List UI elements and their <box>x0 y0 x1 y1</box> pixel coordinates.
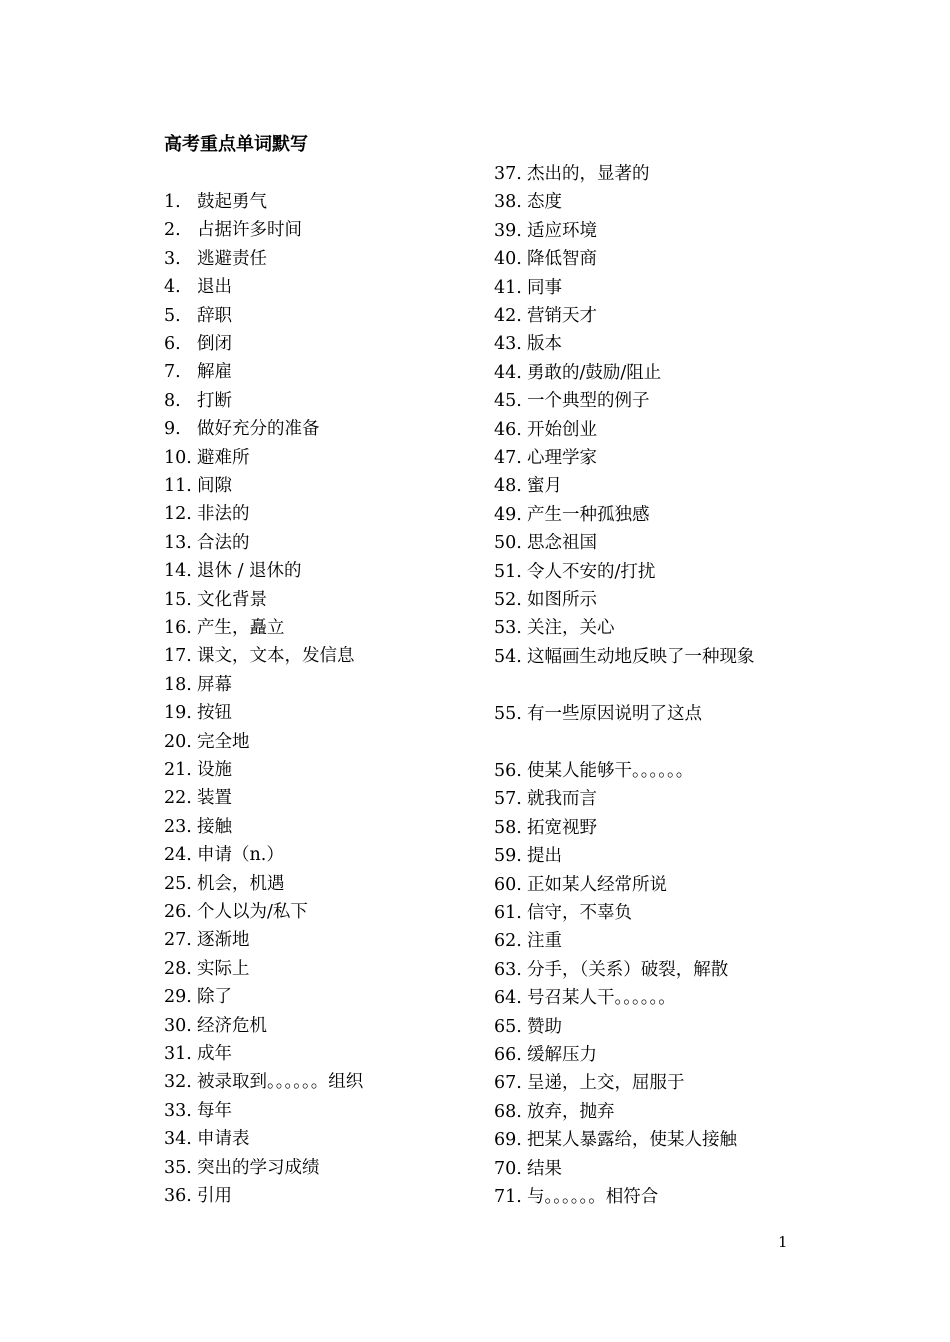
item-text: 退出 <box>197 277 232 298</box>
list-item <box>494 219 597 243</box>
list-item <box>164 900 308 924</box>
list-item <box>494 389 650 413</box>
list-item <box>494 1015 562 1039</box>
item-number: 48. <box>494 476 522 497</box>
list-item <box>164 1042 232 1066</box>
list-item <box>494 958 728 982</box>
item-text: 引用 <box>197 1186 232 1206</box>
item-number: 70. <box>494 1158 522 1179</box>
list-item <box>164 758 232 782</box>
list-item <box>164 304 232 328</box>
list-item <box>164 786 232 810</box>
item-text: 除了 <box>197 987 232 1008</box>
list-item <box>494 901 632 925</box>
list-item <box>164 1127 250 1151</box>
list-item <box>164 1014 267 1038</box>
list-item <box>494 332 562 356</box>
list-item <box>494 588 597 612</box>
item-number: 45. <box>494 391 522 412</box>
item-number: 57. <box>494 789 522 810</box>
item-text: 突出的学习成绩 <box>197 1157 320 1178</box>
item-number: 10. <box>164 447 192 468</box>
item-number: 67. <box>494 1073 522 1094</box>
list-item <box>494 1128 737 1152</box>
item-text: 注重 <box>527 931 562 952</box>
item-number: 12. <box>164 504 192 525</box>
list-item <box>164 417 320 441</box>
item-number: 41. <box>494 277 522 298</box>
item-text: 机会，机遇 <box>197 873 285 894</box>
item-number: 25. <box>164 873 192 894</box>
list-item <box>494 304 597 328</box>
item-text: 完全地 <box>197 731 250 752</box>
list-item <box>494 986 676 1010</box>
list-item <box>164 644 355 668</box>
item-number: 31. <box>164 1044 192 1064</box>
document-title: 高考重点单词默写 <box>164 134 308 155</box>
list-item <box>494 1100 615 1124</box>
item-text: 经济危机 <box>197 1015 267 1036</box>
list-item <box>164 1184 232 1208</box>
item-text: 一个典型的例子 <box>527 391 650 412</box>
list-item <box>164 502 250 526</box>
item-text: 态度 <box>527 192 562 213</box>
item-number: 60. <box>494 874 522 895</box>
item-text: 被录取到。。。。。。组织 <box>197 1072 364 1093</box>
list-item <box>494 616 615 640</box>
list-item <box>494 759 693 783</box>
item-number: 49. <box>494 504 522 525</box>
item-number: 37. <box>494 164 522 184</box>
list-item <box>164 957 250 981</box>
item-text: 正如某人经常所说 <box>527 874 667 895</box>
item-number: 15. <box>164 589 192 610</box>
item-number: 51. <box>494 561 522 582</box>
item-text: 号召某人干。。。。。。 <box>527 988 676 1009</box>
item-number: 64. <box>494 988 522 1009</box>
item-text: 思念祖国 <box>527 533 597 554</box>
item-number: 52. <box>494 590 522 610</box>
item-number: 59. <box>494 846 522 867</box>
item-text: 个人以为/私下 <box>197 902 308 922</box>
list-item <box>164 1156 320 1180</box>
item-number: 21. <box>164 760 192 780</box>
item-text: 就我而言 <box>527 789 597 810</box>
item-number: 50. <box>494 533 522 554</box>
item-number: 5. <box>164 305 181 326</box>
item-text: 屏幕 <box>197 674 232 695</box>
list-item <box>164 474 232 498</box>
item-number: 2. <box>164 220 181 241</box>
list-item <box>164 588 267 612</box>
list-item <box>164 1099 232 1123</box>
item-number: 42. <box>494 306 522 326</box>
item-number: 56. <box>494 761 522 781</box>
item-text: 成年 <box>197 1044 232 1064</box>
list-item <box>494 446 597 470</box>
page-number: 1 <box>778 1233 788 1251</box>
item-text: 课文，文本，发信息 <box>197 646 355 667</box>
list-item <box>164 730 250 754</box>
item-text: 心理学家 <box>527 448 597 468</box>
item-text: 如图所示 <box>527 590 597 610</box>
item-text: 把某人暴露给，使某人接触 <box>527 1130 737 1151</box>
item-number: 8. <box>164 390 181 411</box>
item-number: 34. <box>164 1129 192 1150</box>
item-text: 这幅画生动地反映了一种现象 <box>527 646 755 667</box>
list-item <box>164 389 232 413</box>
item-text: 合法的 <box>197 532 250 553</box>
item-number: 66. <box>494 1045 522 1065</box>
item-text: 装置 <box>197 788 232 809</box>
item-number: 27. <box>164 930 192 951</box>
item-text: 开始创业 <box>527 419 597 440</box>
list-item <box>164 1070 363 1094</box>
list-item <box>494 1157 562 1181</box>
item-text: 降低智商 <box>527 249 597 270</box>
item-number: 58. <box>494 817 522 838</box>
item-number: 39. <box>494 220 522 241</box>
item-text: 鼓起勇气 <box>197 192 267 212</box>
item-text: 版本 <box>527 334 562 355</box>
item-number: 33. <box>164 1100 192 1121</box>
item-text: 逃避责任 <box>197 248 267 269</box>
item-number: 23. <box>164 816 192 837</box>
item-number: 28. <box>164 958 192 979</box>
item-number: 22. <box>164 788 192 809</box>
item-text: 按钮 <box>197 703 232 724</box>
list-item <box>494 844 562 868</box>
list-item <box>494 474 562 498</box>
item-text: 蜜月 <box>527 476 562 497</box>
list-item <box>494 645 755 669</box>
item-number: 43. <box>494 334 522 355</box>
item-number: 36. <box>164 1186 192 1206</box>
list-item <box>164 559 302 583</box>
item-text: 间隙 <box>197 476 232 496</box>
item-text: 勇敢的/鼓励/阻止 <box>527 362 662 383</box>
item-text: 做好充分的准备 <box>197 419 320 440</box>
item-text: 有一些原因说明了这点 <box>527 704 702 724</box>
item-text: 设施 <box>197 760 232 780</box>
item-text: 与。。。。。。相符合 <box>527 1187 659 1207</box>
list-item <box>164 701 232 725</box>
list-item <box>494 873 667 897</box>
item-text: 放弃，抛弃 <box>527 1101 615 1122</box>
item-text: 缓解压力 <box>527 1045 597 1065</box>
item-text: 占据许多时间 <box>197 220 302 241</box>
list-item <box>494 702 702 726</box>
item-text: 产生一种孤独感 <box>527 504 650 525</box>
item-text: 逐渐地 <box>197 930 250 951</box>
list-item <box>494 361 661 385</box>
list-item <box>164 616 285 640</box>
item-number: 13. <box>164 532 192 553</box>
item-text: 信守，不辜负 <box>527 903 632 923</box>
list-item <box>164 190 267 214</box>
item-number: 46. <box>494 419 522 440</box>
item-text: 使某人能够干。。。。。。 <box>527 761 694 781</box>
item-number: 20. <box>164 731 192 752</box>
item-text: 赞助 <box>527 1016 562 1037</box>
list-item <box>164 446 250 470</box>
item-text: 令人不安的/打扰 <box>527 561 656 582</box>
item-text: 同事 <box>527 277 562 298</box>
item-number: 3. <box>164 248 181 269</box>
list-item <box>494 1185 658 1209</box>
list-item <box>164 673 232 697</box>
item-number: 11. <box>164 476 192 496</box>
item-text: 每年 <box>197 1100 232 1121</box>
list-item <box>164 218 302 242</box>
item-text: 杰出的，显著的 <box>527 164 650 184</box>
item-text: 打断 <box>197 390 232 411</box>
item-number: 1. <box>164 192 181 212</box>
item-text: 申请（n.） <box>197 845 284 866</box>
list-item <box>494 929 562 953</box>
list-item <box>164 275 232 299</box>
item-text: 提出 <box>527 846 562 867</box>
list-item <box>164 815 232 839</box>
item-number: 68. <box>494 1101 522 1122</box>
item-number: 26. <box>164 902 192 922</box>
item-number: 7. <box>164 362 181 383</box>
item-text: 接触 <box>197 816 232 837</box>
item-number: 53. <box>494 618 522 639</box>
item-text: 非法的 <box>197 504 250 525</box>
item-number: 18. <box>164 674 192 695</box>
item-number: 69. <box>494 1130 522 1151</box>
item-number: 16. <box>164 618 192 638</box>
list-item <box>494 276 562 300</box>
item-number: 63. <box>494 959 522 980</box>
item-text: 呈递，上交，屈服于 <box>527 1073 685 1094</box>
item-text: 产生，矗立 <box>197 618 285 638</box>
item-number: 47. <box>494 448 522 468</box>
item-number: 61. <box>494 903 522 923</box>
item-text: 辞职 <box>197 305 232 326</box>
item-number: 40. <box>494 249 522 270</box>
item-number: 19. <box>164 703 192 724</box>
list-item <box>494 816 597 840</box>
list-item <box>164 360 232 384</box>
item-text: 营销天才 <box>527 306 597 326</box>
item-number: 29. <box>164 987 192 1008</box>
item-text: 结果 <box>527 1158 562 1179</box>
item-number: 65. <box>494 1016 522 1037</box>
item-text: 适应环境 <box>527 220 597 241</box>
item-number: 55. <box>494 704 522 724</box>
list-item <box>494 531 597 555</box>
item-number: 30. <box>164 1015 192 1036</box>
list-item <box>164 843 284 867</box>
list-item <box>164 985 232 1009</box>
item-text: 拓宽视野 <box>527 817 597 838</box>
list-item <box>494 247 597 271</box>
item-text: 实际上 <box>197 958 250 979</box>
item-text: 分手，（关系）破裂，解散 <box>527 959 729 980</box>
list-item <box>494 1071 685 1095</box>
list-item <box>164 247 267 271</box>
list-item <box>164 872 285 896</box>
item-number: 6. <box>164 334 181 354</box>
item-text: 文化背景 <box>197 589 267 610</box>
item-number: 44. <box>494 362 522 383</box>
item-text: 关注，关心 <box>527 618 615 639</box>
item-text: 解雇 <box>197 362 232 383</box>
list-item <box>494 560 655 584</box>
item-number: 71. <box>494 1187 522 1207</box>
item-number: 62. <box>494 931 522 952</box>
list-item <box>494 503 650 527</box>
item-number: 17. <box>164 646 192 667</box>
item-text: 退休 / 退休的 <box>197 561 302 582</box>
list-item <box>494 190 562 214</box>
item-text: 申请表 <box>197 1129 250 1150</box>
list-item <box>164 928 250 952</box>
list-item <box>164 332 232 356</box>
item-number: 4. <box>164 277 181 298</box>
list-item <box>164 531 250 555</box>
list-item <box>494 1043 597 1067</box>
item-text: 倒闭 <box>197 334 232 354</box>
item-number: 9. <box>164 419 181 440</box>
item-number: 14. <box>164 561 192 582</box>
item-number: 32. <box>164 1072 192 1093</box>
list-item <box>494 162 650 186</box>
item-text: 避难所 <box>197 447 250 468</box>
list-item <box>494 418 597 442</box>
item-number: 38. <box>494 192 522 213</box>
list-item <box>494 787 597 811</box>
item-number: 54. <box>494 646 522 667</box>
item-number: 35. <box>164 1157 192 1178</box>
item-number: 24. <box>164 845 192 866</box>
